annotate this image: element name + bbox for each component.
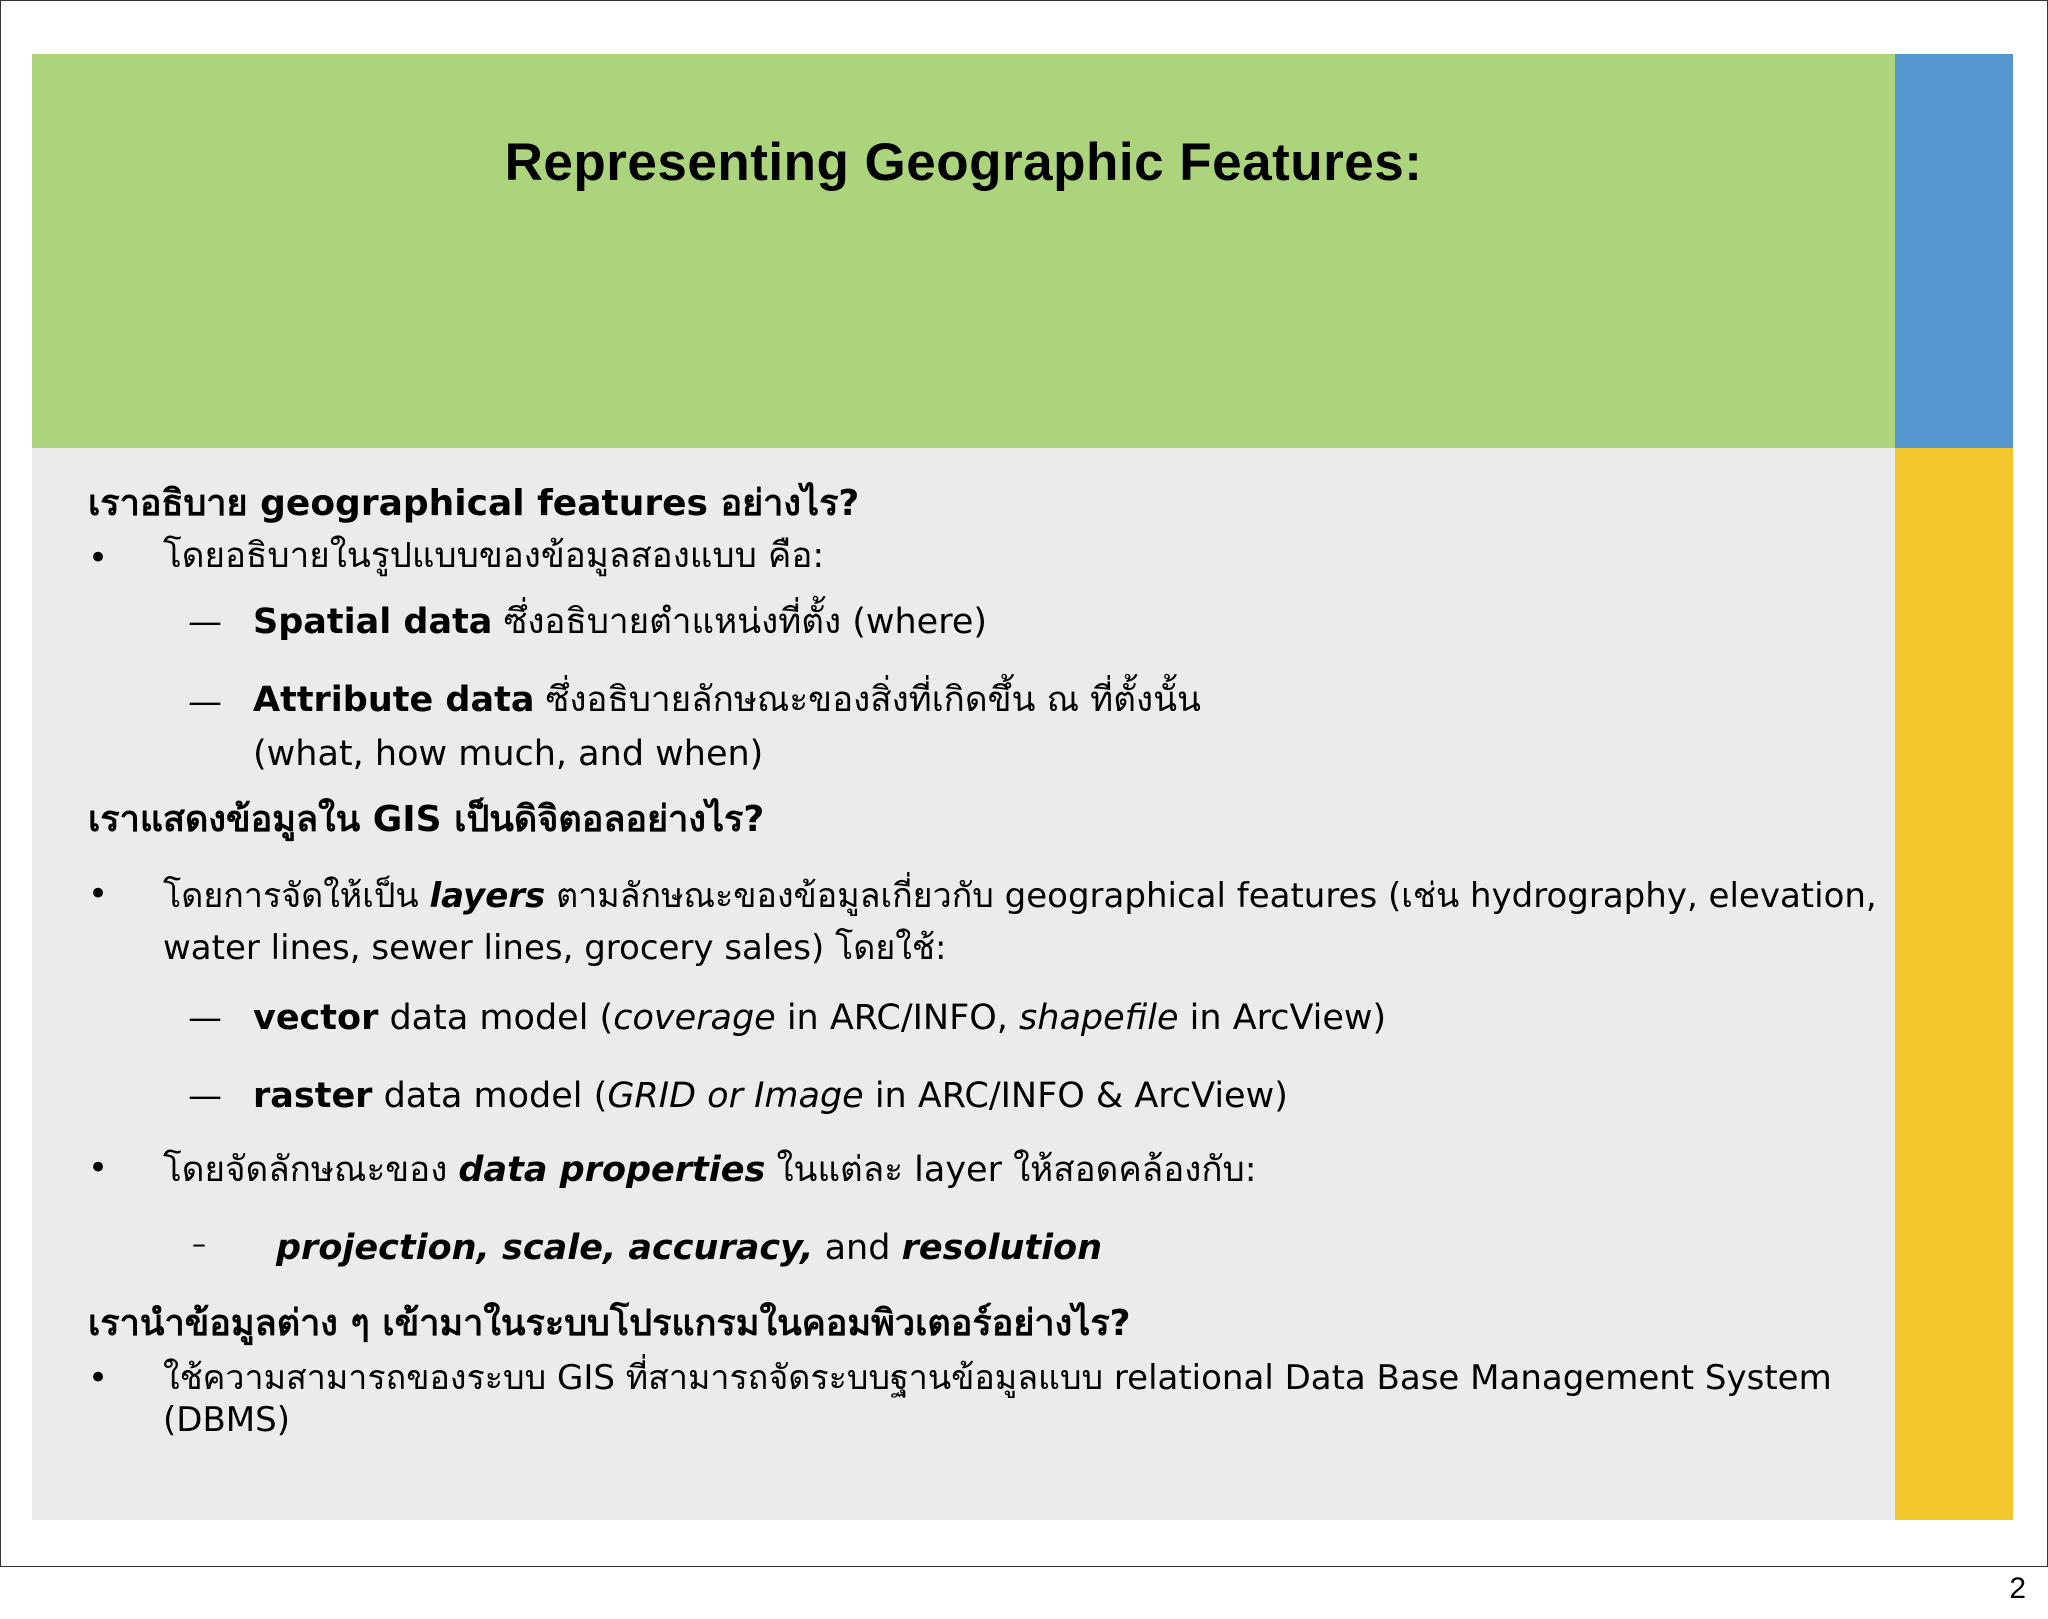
question-heading-3: เรานำข้อมูลต่าง ๆ เข้ามาในระบบโปรแกรมในคอมพิวเตอร์อย่างไร?: [88, 1303, 1131, 1344]
question-heading-2: เราแสดงข้อมูลใน GIS เป็นดิจิตอลอย่างไร?: [88, 799, 765, 840]
bullet-text: โดยการจัดให้เป็น: [163, 876, 430, 916]
term-projection-scale-accuracy: projection, scale, accuracy,: [276, 1228, 814, 1268]
dash-marker: —: [188, 602, 222, 642]
bullet-text: ในแต่ละ layer ให้สอดคล้องกับ:: [765, 1150, 1257, 1190]
sub-item-raster: [253, 1074, 1288, 1118]
sub-item-properties: [276, 1226, 1102, 1270]
sub-item-continuation: (what, how much, and when): [253, 734, 764, 774]
header-band: [32, 54, 1895, 448]
bullet-text-3: [163, 1148, 1257, 1192]
sub-item-text: ซึ่งอธิบายตำแหน่งที่ตั้ง (where): [492, 602, 988, 642]
sub-item-text: ซึ่งอธิบายลักษณะของสิ่งที่เกิดขึ้น ณ ที่ตั้งนั้น: [534, 680, 1201, 720]
sub-item-text: in ARC/INFO & ArcView): [863, 1076, 1288, 1116]
page-number: 2: [2009, 1572, 2026, 1605]
sub-item-attribute-data: [253, 678, 1201, 722]
bullet-text: โดยจัดลักษณะของ: [163, 1150, 459, 1190]
dash-marker: —: [188, 1076, 222, 1116]
sub-item-vector: [253, 996, 1386, 1040]
dash-marker: —: [188, 682, 222, 722]
bullet-text-1: โดยอธิบายในรูปแบบของข้อมูลสองแบบ คือ:: [163, 536, 825, 576]
term-shapefile: shapefile: [1019, 998, 1179, 1038]
slide-title: Representing Geographic Features:: [504, 133, 1423, 192]
dash-marker: –: [192, 1227, 206, 1260]
term-spatial-data: Spatial data: [253, 602, 493, 642]
sub-item-text: data model (: [372, 1076, 608, 1116]
term-vector: vector: [253, 998, 379, 1038]
sub-item-text: data model (: [378, 998, 614, 1038]
accent-bar-yellow: [1895, 448, 2013, 1520]
term-resolution: resolution: [901, 1228, 1103, 1268]
term-data-properties: data properties: [458, 1150, 766, 1190]
sub-item-text: in ARC/INFO,: [775, 998, 1020, 1038]
accent-bar-blue: [1895, 54, 2013, 448]
sub-item-text: in ArcView): [1178, 998, 1387, 1038]
bullet-marker: •: [88, 874, 109, 914]
sub-item-spatial-data: [253, 600, 987, 644]
bullet-marker: •: [88, 538, 109, 578]
term-grid-or-image: GRID or Image: [607, 1076, 864, 1116]
sub-item-text: and: [813, 1228, 902, 1268]
question-heading-1: เราอธิบาย geographical features อย่างไร?: [88, 483, 860, 524]
bullet-text: ตามลักษณะของข้อมูลเกี่ยวกับ geographical features (เช่น hydrography, elevation,: [545, 876, 1877, 916]
term-attribute-data: Attribute data: [253, 680, 535, 720]
bullet-marker: •: [88, 1148, 109, 1188]
bullet-continuation: water lines, sewer lines, grocery sales) โดยใช้:: [163, 928, 947, 968]
term-layers: layers: [429, 876, 546, 916]
bullet-marker: •: [88, 1358, 109, 1398]
term-coverage: coverage: [613, 998, 776, 1038]
term-raster: raster: [253, 1076, 373, 1116]
bullet-continuation: (DBMS): [163, 1400, 290, 1440]
bullet-text-4: ใช้ความสามารถของระบบ GIS ที่สามารถจัดระบบฐานข้อมูลแบบ relational Data Base Management System: [163, 1358, 1832, 1398]
dash-marker: —: [188, 998, 222, 1038]
bullet-text-2: [163, 874, 1877, 918]
